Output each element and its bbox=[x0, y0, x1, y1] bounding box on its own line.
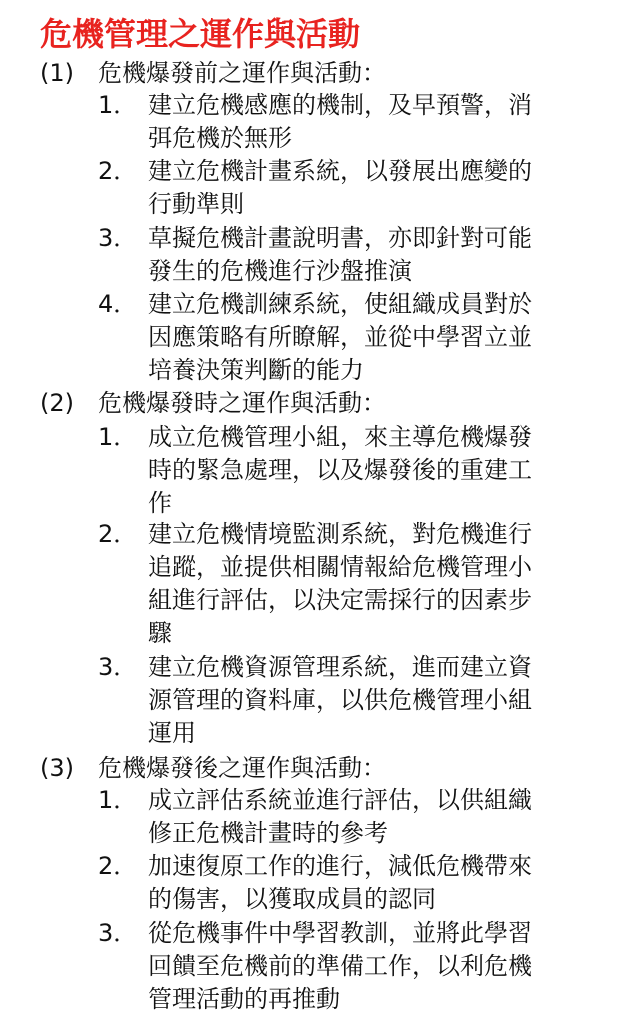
item-number: 3． bbox=[98, 224, 138, 252]
item-text bbox=[148, 421, 598, 520]
item-line: 作 bbox=[148, 489, 172, 517]
item-line: 因應策略有所瞭解，並從中學習立並 bbox=[148, 323, 532, 351]
item-line: 建立危機資源管理系統，進而建立資 bbox=[148, 653, 532, 681]
section-number: (2) bbox=[40, 389, 74, 417]
item-line: 建立危機計畫系統，以發展出應變的 bbox=[148, 157, 532, 185]
item-text bbox=[148, 518, 598, 650]
item-line: 加速復原工作的進行，減低危機帶來 bbox=[148, 852, 532, 880]
item-number: 1． bbox=[98, 91, 138, 119]
item-number: 1． bbox=[98, 423, 138, 451]
item-text bbox=[148, 850, 598, 916]
section-number: (1) bbox=[40, 59, 74, 87]
item-text bbox=[148, 784, 598, 850]
item-line: 修正危機計畫時的參考 bbox=[148, 819, 388, 847]
page-title: 危機管理之運作與活動 bbox=[40, 15, 361, 53]
item-number: 4． bbox=[98, 290, 138, 318]
item-line: 建立危機訓練系統，使組織成員對於 bbox=[148, 290, 532, 318]
section-number: (3) bbox=[40, 754, 74, 782]
item-line: 時的緊急處理，以及爆發後的重建工 bbox=[148, 456, 532, 484]
item-text bbox=[148, 89, 598, 155]
item-line: 組進行評估，以決定需採行的因素步 bbox=[148, 586, 532, 614]
section-title: 危機爆發後之運作與活動： bbox=[98, 754, 386, 782]
item-text bbox=[148, 222, 598, 288]
item-number: 1． bbox=[98, 786, 138, 814]
section-title: 危機爆發時之運作與活動： bbox=[98, 389, 386, 417]
item-line: 發生的危機進行沙盤推演 bbox=[148, 257, 412, 285]
item-text bbox=[148, 288, 598, 387]
item-number: 2． bbox=[98, 520, 138, 548]
item-line: 追蹤，並提供相關情報給危機管理小 bbox=[148, 553, 532, 581]
item-line: 從危機事件中學習教訓，並將此學習 bbox=[148, 919, 532, 947]
item-text bbox=[148, 651, 598, 750]
item-line: 回饋至危機前的準備工作，以利危機 bbox=[148, 952, 532, 980]
item-line: 源管理的資料庫，以供危機管理小組 bbox=[148, 686, 532, 714]
item-number: 2． bbox=[98, 852, 138, 880]
item-text bbox=[148, 917, 598, 1016]
item-line: 成立評估系統並進行評估，以供組織 bbox=[148, 786, 532, 814]
item-number: 3． bbox=[98, 919, 138, 947]
item-line: 的傷害，以獲取成員的認同 bbox=[148, 885, 436, 913]
item-line: 建立危機感應的機制，及早預警，消 bbox=[148, 91, 532, 119]
item-number: 3． bbox=[98, 653, 138, 681]
item-line: 弭危機於無形 bbox=[148, 124, 292, 152]
section-title: 危機爆發前之運作與活動： bbox=[98, 59, 386, 87]
item-line: 管理活動的再推動 bbox=[148, 985, 340, 1013]
item-number: 2． bbox=[98, 157, 138, 185]
item-line: 成立危機管理小組，來主導危機爆發 bbox=[148, 423, 532, 451]
item-line: 行動準則 bbox=[148, 190, 244, 218]
item-text bbox=[148, 155, 598, 221]
item-line: 運用 bbox=[148, 719, 196, 747]
item-line: 草擬危機計畫說明書，亦即針對可能 bbox=[148, 224, 532, 252]
item-line: 建立危機情境監測系統，對危機進行 bbox=[148, 520, 532, 548]
item-line: 驟 bbox=[148, 619, 172, 647]
item-line: 培養決策判斷的能力 bbox=[148, 356, 364, 384]
